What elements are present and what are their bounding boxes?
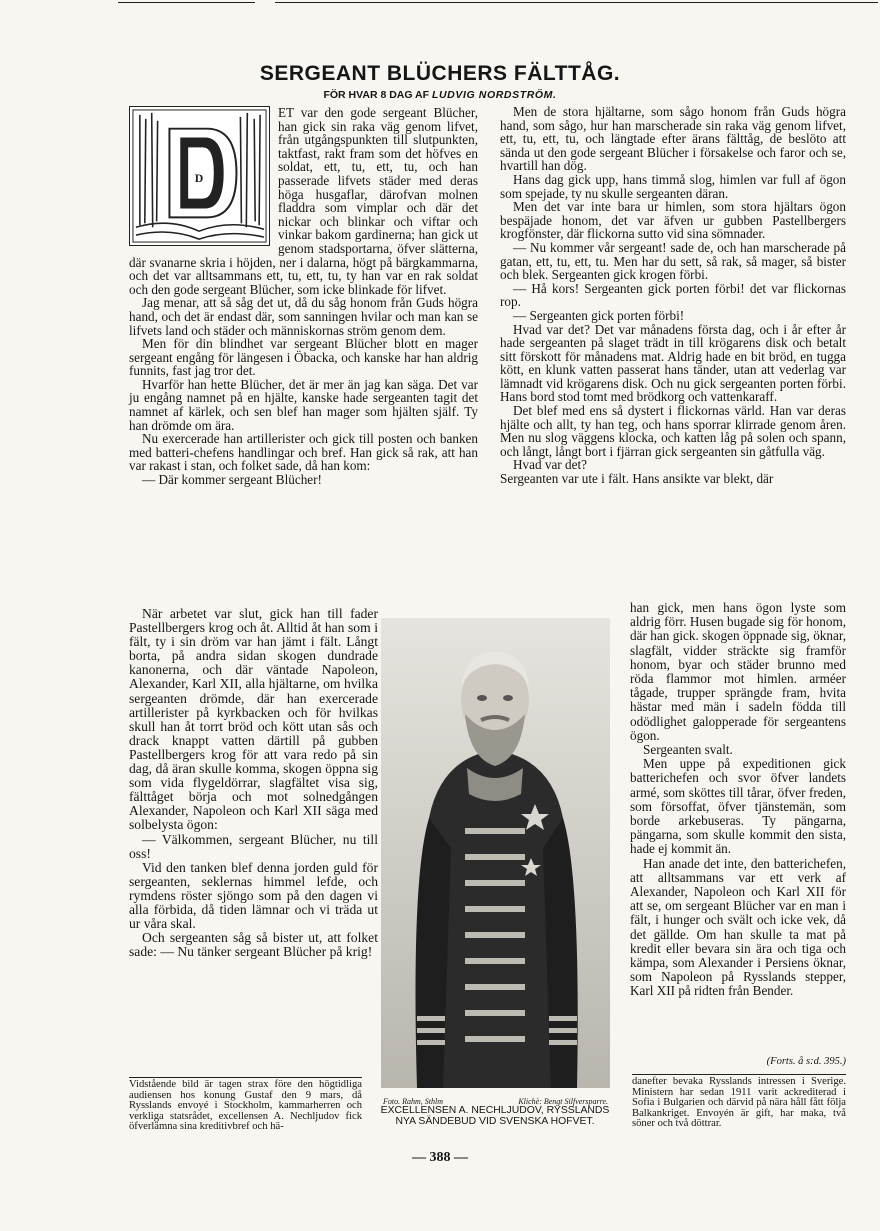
paragraph: Hvad var det? Det var månadens första dag, och i år efter år hade sergeanten på slaget trädt in till krögarens disk och betalt sitt förskott för månadens mat. Aldrig hade en bit bröd, en tugga kött, en klunk vatten passerat hans tänder, utan att vederlag var lämnadt vid krögarens disk. Och nu gick sergeanten porten förbi. Hans bord stod tomt med brödkorg och vattenkaraff. bbox=[500, 321, 846, 405]
portrait-illustration bbox=[381, 618, 610, 1088]
initial-letter-illustration bbox=[130, 107, 269, 245]
paragraph: Men det var inte bara ur himlen, som stora hjältars ögon bespäjade honom, det var äfven ur gubben Pastellbergers krogfönster, där flickorna sutto vid sina sömnader. bbox=[500, 199, 846, 242]
paragraph: Sergeanten svalt. bbox=[643, 742, 733, 758]
left-column bbox=[129, 106, 478, 487]
paragraph: — Välkommen, sergeant Blücher, nu till oss! bbox=[129, 831, 378, 861]
top-rule bbox=[118, 2, 878, 3]
byline-prefix: FÖR HVAR 8 DAG AF bbox=[323, 89, 430, 101]
paragraph: Men de stora hjältarne, som sågo honom från Guds högra hand, som sågo, hur han marscherade sin raka väg genom lifvet, ett, tu, ett, tu, och längtade efter ärans fälttåg, de beslöto att sända ut den gode sergeant Blücher i försakelse och faror och se, hvartill han dög. bbox=[500, 104, 846, 174]
paragraph: Hvarför han hette Blücher, det är mer än jag kan säga. Det var ju engång namnet på en hjälte, kanske hade sergeanten tagit det namnet af kärlek, och sen blef han mager som hjälten själf. Ty han drömde om ära. bbox=[129, 376, 478, 433]
footnote-right: danefter bevaka Rysslands intressen i Sverige. Ministern har sedan 1911 varit ackrediterad i Sofia i Bulgarien och därvid på nära håll fått följa Balkankriget. Envoyén är gift, har maka, två söner och två döttrar. bbox=[632, 1076, 846, 1130]
bridge-line: Sergeanten var ute i fält. Hans ansikte var blekt, där bbox=[500, 471, 774, 487]
paragraph: Men uppe på expeditionen gick batterichefen och svor öfver landets armé, som sköttes till tårar, öfver freden, som försoffat, öfver tjänstemän, som borde arkebuseras. Ty pängarna, pängarna, som skulle kommit den sista, hade ej kommit än. bbox=[630, 756, 846, 857]
right-column-lower bbox=[630, 601, 846, 999]
paragraph: När arbetet var slut, gick han till fader Pastellbergers krog och åt. Alltid åt han som i fält, ty i sin dröm var han jämt i fält. Långt borta, på andra sidan skogen dundrade kanonerna, och där väntade Napoleon, Alexander, Karl XII, alla hjältarne, om hvilka sergeanten drömde, där han exercerade artillerister på kyrkbacken och för hvilkas skull han åt torrt bröd och kött utan sås och drack knappt vatten därtill på gubben Pastellbergers krog för att vara redo på sin dag, då äran skulle komma, skogen öppna sig som vida flygeldörrar, slagfältet visa sig, fälttåget börja och mot solnedgången Alexander, Napoleon och Karl XII säga med solbelysta ögon: bbox=[129, 606, 378, 833]
page-number: — 388 — bbox=[412, 1150, 468, 1165]
left-column-lower bbox=[129, 607, 378, 959]
photo-credit-engraver: Klichè: Bengt Silfversparre. bbox=[518, 1097, 608, 1106]
photo-caption: EXCELLENSEN A. NECHLJUDOV, RYSSLANDS NYA SÄNDEBUD VID SVENSKA HOFVET. bbox=[380, 1105, 610, 1127]
paragraph: Hans dag gick upp, hans timmå slog, himlen var full af ögon som spejade, ty nu skulle sergeanten däran. bbox=[500, 171, 846, 201]
article-byline bbox=[0, 89, 880, 101]
paragraph: — Nu kommer vår sergeant! sade de, och han marscherade på gatan, ett, tu, ett, tu. Men har du sett, så rak, så mager, så bister och blek. Sergeanten gick krogen förbi. bbox=[500, 239, 846, 283]
photo-credit-photographer: Foto. Rahm, Sthlm bbox=[383, 1097, 443, 1106]
article-title: SERGEANT BLÜCHERS FÄLTTÅG. bbox=[259, 62, 621, 85]
top-rule-gap bbox=[255, 0, 275, 4]
paragraph: Och sergeanten såg så bister ut, att folket sade: — Nu tänker sergeant Blücher på krig! bbox=[129, 930, 378, 960]
paragraph: ET var den gode sergeant Blücher, han gick sin raka väg genom lifvet, från utgångspunkten till slutpunkten, taktfast, rakt fram som det höfves en soldat, ett, tu, ett, tu, och han passerade lifvets städer med deras höga husgaflar, därofvan molnen fladdra som vimplar och där det nickar och blinkar och viftar och vinkar bakom gardinerna; han gick ut genom stadsportarna, öfver slätterna, där svanarne skria i höjden, ner i dalarna, högt på bärgkammarna, och det var alltsammans ett, tu, ett, tu, ty han var en rak soldat och den gode sergeant Blücher, som icke blinkade för lifvet. bbox=[129, 105, 478, 297]
paragraph: Jag menar, att så såg det ut, då du såg honom från Guds högra hand, och det är endast där, som sanningen hvilar och man kan se lifvets land och städer och människornas ström genom dem. bbox=[129, 295, 478, 338]
byline-author: LUDVIG NORDSTRÖM. bbox=[431, 89, 557, 101]
paragraph: — Sergeanten gick porten förbi! bbox=[513, 307, 685, 323]
initial-letter-text: D bbox=[194, 170, 204, 185]
paragraph: — Hå kors! Sergeanten gick porten förbi! det var flickornas rop. bbox=[500, 280, 846, 310]
paragraph: Men för din blindhet var sergeant Blücher blott en mager sergeant engång för längesen i Öbacka, och kanske har han aldrig funnits, fast jag tror det. bbox=[129, 336, 478, 379]
decorative-initial-d bbox=[129, 106, 270, 246]
paragraph: han gick, men hans ögon lyste som aldrig förr. Husen bugade sig för honom, där han gick. skogen öppnade sig, öknar, slagfält, vidder sträckte sig framför honom, byar och städer brunno med röda flammor mot himlen. arméer tågade, trupper sprängde fram, hvita hästar med män i sadeln födda till odödlighet galopperade för sergeantens ögon. bbox=[630, 600, 846, 743]
right-column bbox=[500, 105, 846, 486]
paragraph: Hvad var det? bbox=[513, 457, 587, 473]
portrait-photo bbox=[381, 618, 610, 1088]
continuation-note: (Forts. å s:d. 395.) bbox=[766, 1056, 846, 1067]
paragraph: Vid den tanken blef denna jorden guld för sergeanten, seklernas himmel lefde, och rymdens röster sjöngo som på den dagen vi alla förbida, då tiden lämnar och vi träda ut ur våra skal. bbox=[129, 859, 378, 932]
paragraph: Nu exercerade han artillerister och gick till posten och banken med batteri-chefens handlingar och bref. Han gick så rak, att han var rakast i stan, och folket sade, då han kom: bbox=[129, 431, 478, 474]
footnote-left: Vidstående bild är tagen strax före den högtidliga audiensen hos konung Gustaf den 9 mars, då Rysslands envoyé i Stockholm, kammarherren och verkliga statsrådet, excellensen A. Nechljudov fick öfverlämna sina kreditivbref och hä- bbox=[129, 1079, 362, 1133]
paragraph: Han anade det inte, den batterichefen, att alltsammans var ett verk af Alexander, Napoleon och Karl XII för att se, om sergeant Blücher var en man i fält, i hunger och svält och icke vek, då det gällde. Om han skulle ta mat på kredit eller bevara sin ära och tiga och kämpa, som Alexander i Persiens öknar, som Napoleon på Rysslands stepper, Karl XII på ridten från Bender. bbox=[630, 855, 846, 999]
paragraph: Det blef med ens så dystert i flickornas värld. Han var deras hjälte och allt, ty han teg, och hans sporrar klirrade genom åren. Men nu slog väggens klocka, och katten låg på solen och spann, och långt, långt bort i fjärran gick sergeanten sin gåtfulla väg. bbox=[500, 403, 846, 459]
paragraph: — Där kommer sergeant Blücher! bbox=[142, 472, 322, 488]
